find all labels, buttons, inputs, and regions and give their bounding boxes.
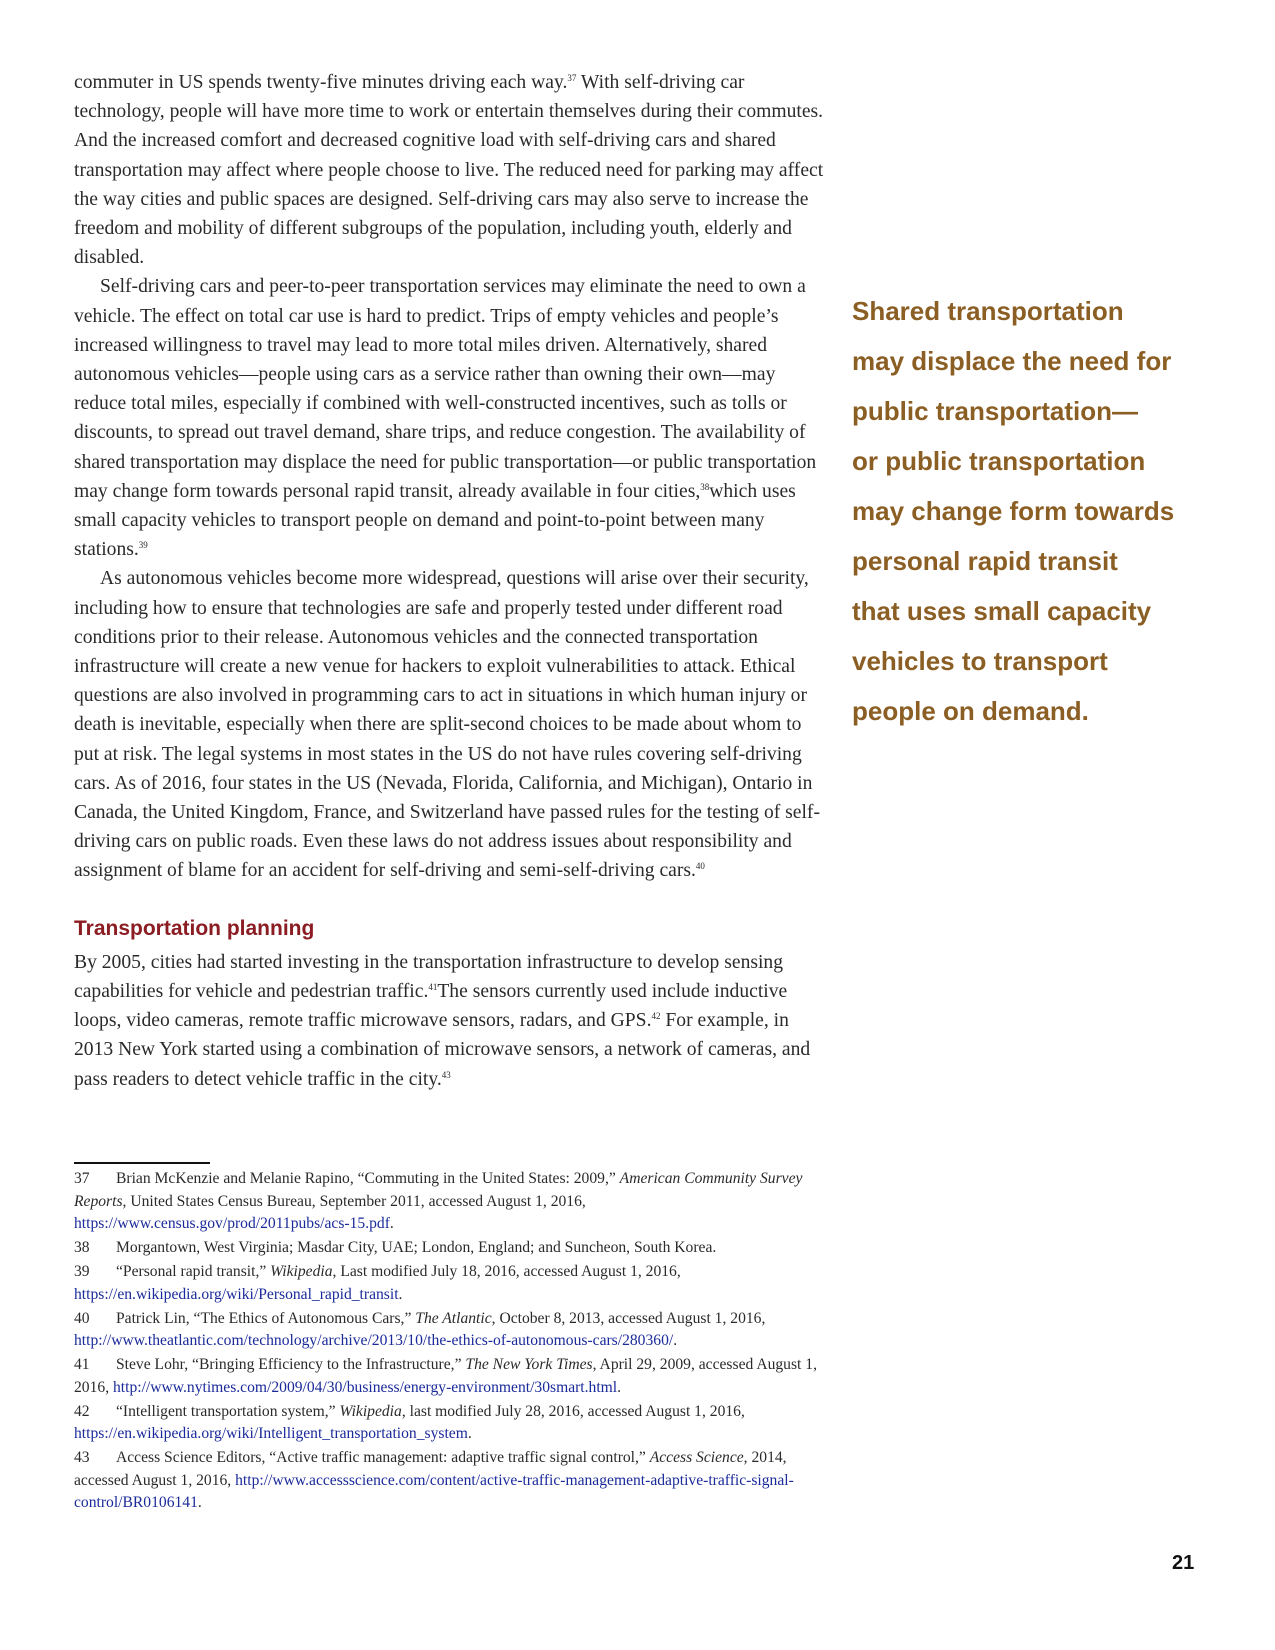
section-heading: Transportation planning: [74, 916, 315, 940]
footnote-divider: [74, 1162, 210, 1164]
pull-quote-line: personal rapid transit: [852, 546, 1118, 576]
footnote-37: 37 Brian McKenzie and Melanie Rapino, “Commuting in the United States: 2009,” American Community Survey Reports, United States Census Bureau, September 2011, accessed August 1, 2016, https://www.census.gov/prod/2011pubs/acs-15.pdf.: [74, 1170, 803, 1232]
footnote-41: 41 Steve Lohr, “Bringing Efficiency to the Infrastructure,” The New York Times, April 29, 2009, accessed August 1, 2016, http://www.nytimes.com/2009/04/30/business/energy-environment/30smart.html.: [74, 1356, 817, 1396]
pull-quote-line: may displace the need for: [852, 346, 1172, 376]
footnote-link[interactable]: http://www.accessscience.com/content/active-traffic-management-adaptive-traffic-signal-control/BR0106141: [74, 1471, 794, 1511]
footnote-ref[interactable]: 38: [700, 481, 710, 492]
footnote-40: 40 Patrick Lin, “The Ethics of Autonomous Cars,” The Atlantic, October 8, 2013, accessed August 1, 2016, http://www.theatlantic.com/technology/archive/2013/10/the-ethics-of-autonomous-cars/280360/.: [74, 1309, 766, 1349]
pull-quote-line: that uses small capacity: [852, 596, 1152, 626]
pull-quote-line: Shared transportation: [852, 296, 1124, 326]
pull-quote-line: vehicles to transport: [852, 646, 1108, 676]
pull-quote-line: may change form towards: [852, 496, 1175, 526]
main-column: [74, 68, 830, 1094]
footnote-ref[interactable]: 37: [567, 73, 577, 83]
footnote-link[interactable]: http://www.theatlantic.com/technology/archive/2013/10/the-ethics-of-autonomous-cars/280360/: [74, 1332, 674, 1349]
footnote-ref[interactable]: 41: [428, 981, 438, 992]
footnote-38: 38 Morgantown, West Virginia; Masdar City, UAE; London, England; and Suncheon, South Korea.: [74, 1239, 717, 1256]
body-paragraph-2: Self-driving cars and peer-to-peer transportation services may eliminate the need to own a vehicle. The effect on total car use is hard to predict. Trips of empty vehicles and people’s increased willingness to travel may lead to more total miles driven. Alternatively, shared autonomous vehicles—people using cars as a service rather than owning their own—may reduce total miles, especially if combined with well-constructed incentives, such as tolls or discounts, to spread out travel demand, share trips, and reduce congestion. The availability of shared transportation may displace the need for public transportation—or public transportation may change form towards personal rapid transit, already available in four cities,$^{38}$which uses small capacity vehicles to transport people on demand and point-to-point between many stations.$^{39}$: [74, 276, 817, 561]
footnote-ref[interactable]: 39: [138, 540, 148, 551]
page-number: 21: [1172, 1552, 1195, 1574]
footnote-ref[interactable]: 40: [695, 861, 705, 872]
footnote-link[interactable]: https://en.wikipedia.org/wiki/Intelligent_transportation_system: [74, 1425, 468, 1442]
pull-quote: [852, 286, 1212, 736]
footnote-43: 43 Access Science Editors, “Active traffic management: adaptive traffic signal control,” Access Science, 2014, accessed August 1, 2016, http://www.accessscience.com/content/active-traffic-management-adaptive-traffic-signal-control/BR0106141.: [74, 1449, 794, 1511]
footnote-ref[interactable]: 42: [651, 1011, 661, 1022]
footnote-link[interactable]: https://www.census.gov/prod/2011pubs/acs-15.pdf: [74, 1215, 390, 1232]
footnote-ref[interactable]: 43: [441, 1069, 451, 1080]
footnote-link[interactable]: http://www.nytimes.com/2009/04/30/business/energy-environment/30smart.html: [112, 1378, 618, 1396]
body-paragraph-4: By 2005, cities had started investing in the transportation infrastructure to develop sensing capabilities for vehicle and pedestrian traffic.$^{41}$The sensors currently used include inductive loops, video cameras, remote traffic microwave sensors, radars, and GPS.$^{42}$ For example, in 2013 New York started using a combination of microwave sensors, a network of cameras, and pass readers to detect vehicle traffic in the city.$^{43}$: [74, 951, 811, 1090]
footnote-39: 39 “Personal rapid transit,” Wikipedia, Last modified July 18, 2016, accessed August 1, 2016, https://en.wikipedia.org/wiki/Personal_rapid_transit.: [74, 1263, 681, 1303]
body-paragraph-3: As autonomous vehicles become more widespread, questions will arise over their security, including how to ensure that technologies are safe and properly tested under different road conditions prior to their release. Autonomous vehicles and the connected transportation infrastructure will create a new venue for hackers to exploit vulnerabilities to attack. Ethical questions are also involved in programming cars to act in situations in which human injury or death is inevitable, especially when there are split-second choices to be made about whom to put at risk. The legal systems in most states in the US do not have rules covering self-driving cars. As of 2016, four states in the US (Nevada, Florida, California, and Michigan), Ontario in Canada, the United Kingdom, France, and Switzerland have passed rules for the testing of self-driving cars on public roads. Even these laws do not address issues about responsibility and assignment of blame for an accident for self-driving and semi-self-driving cars.$^{40}$: [74, 568, 820, 882]
pull-quote-line: public transportation—: [852, 396, 1138, 426]
footnotes: [74, 1168, 830, 1516]
pull-quote-line: people on demand.: [852, 696, 1089, 726]
pull-quote-line: or public transportation: [852, 446, 1146, 476]
body-paragraph-1: commuter in US spends twenty-five minutes driving each way.$^{37}$ With self-driving car technology, people will have more time to work or entertain themselves during their commutes. And the increased comfort and decreased cognitive load with self-driving cars and shared transportation may affect where people choose to live. The reduced need for parking may affect the way cities and public spaces are designed. Self-driving cars may also serve to increase the freedom and mobility of different subgroups of the population, including youth, elderly and disabled.: [74, 72, 824, 269]
footnote-42: 42 “Intelligent transportation system,” Wikipedia, last modified July 28, 2016, accessed August 1, 2016, https://en.wikipedia.org/wiki/Intelligent_transportation_system.: [74, 1402, 745, 1442]
footnote-link[interactable]: https://en.wikipedia.org/wiki/Personal_rapid_transit: [74, 1285, 399, 1303]
